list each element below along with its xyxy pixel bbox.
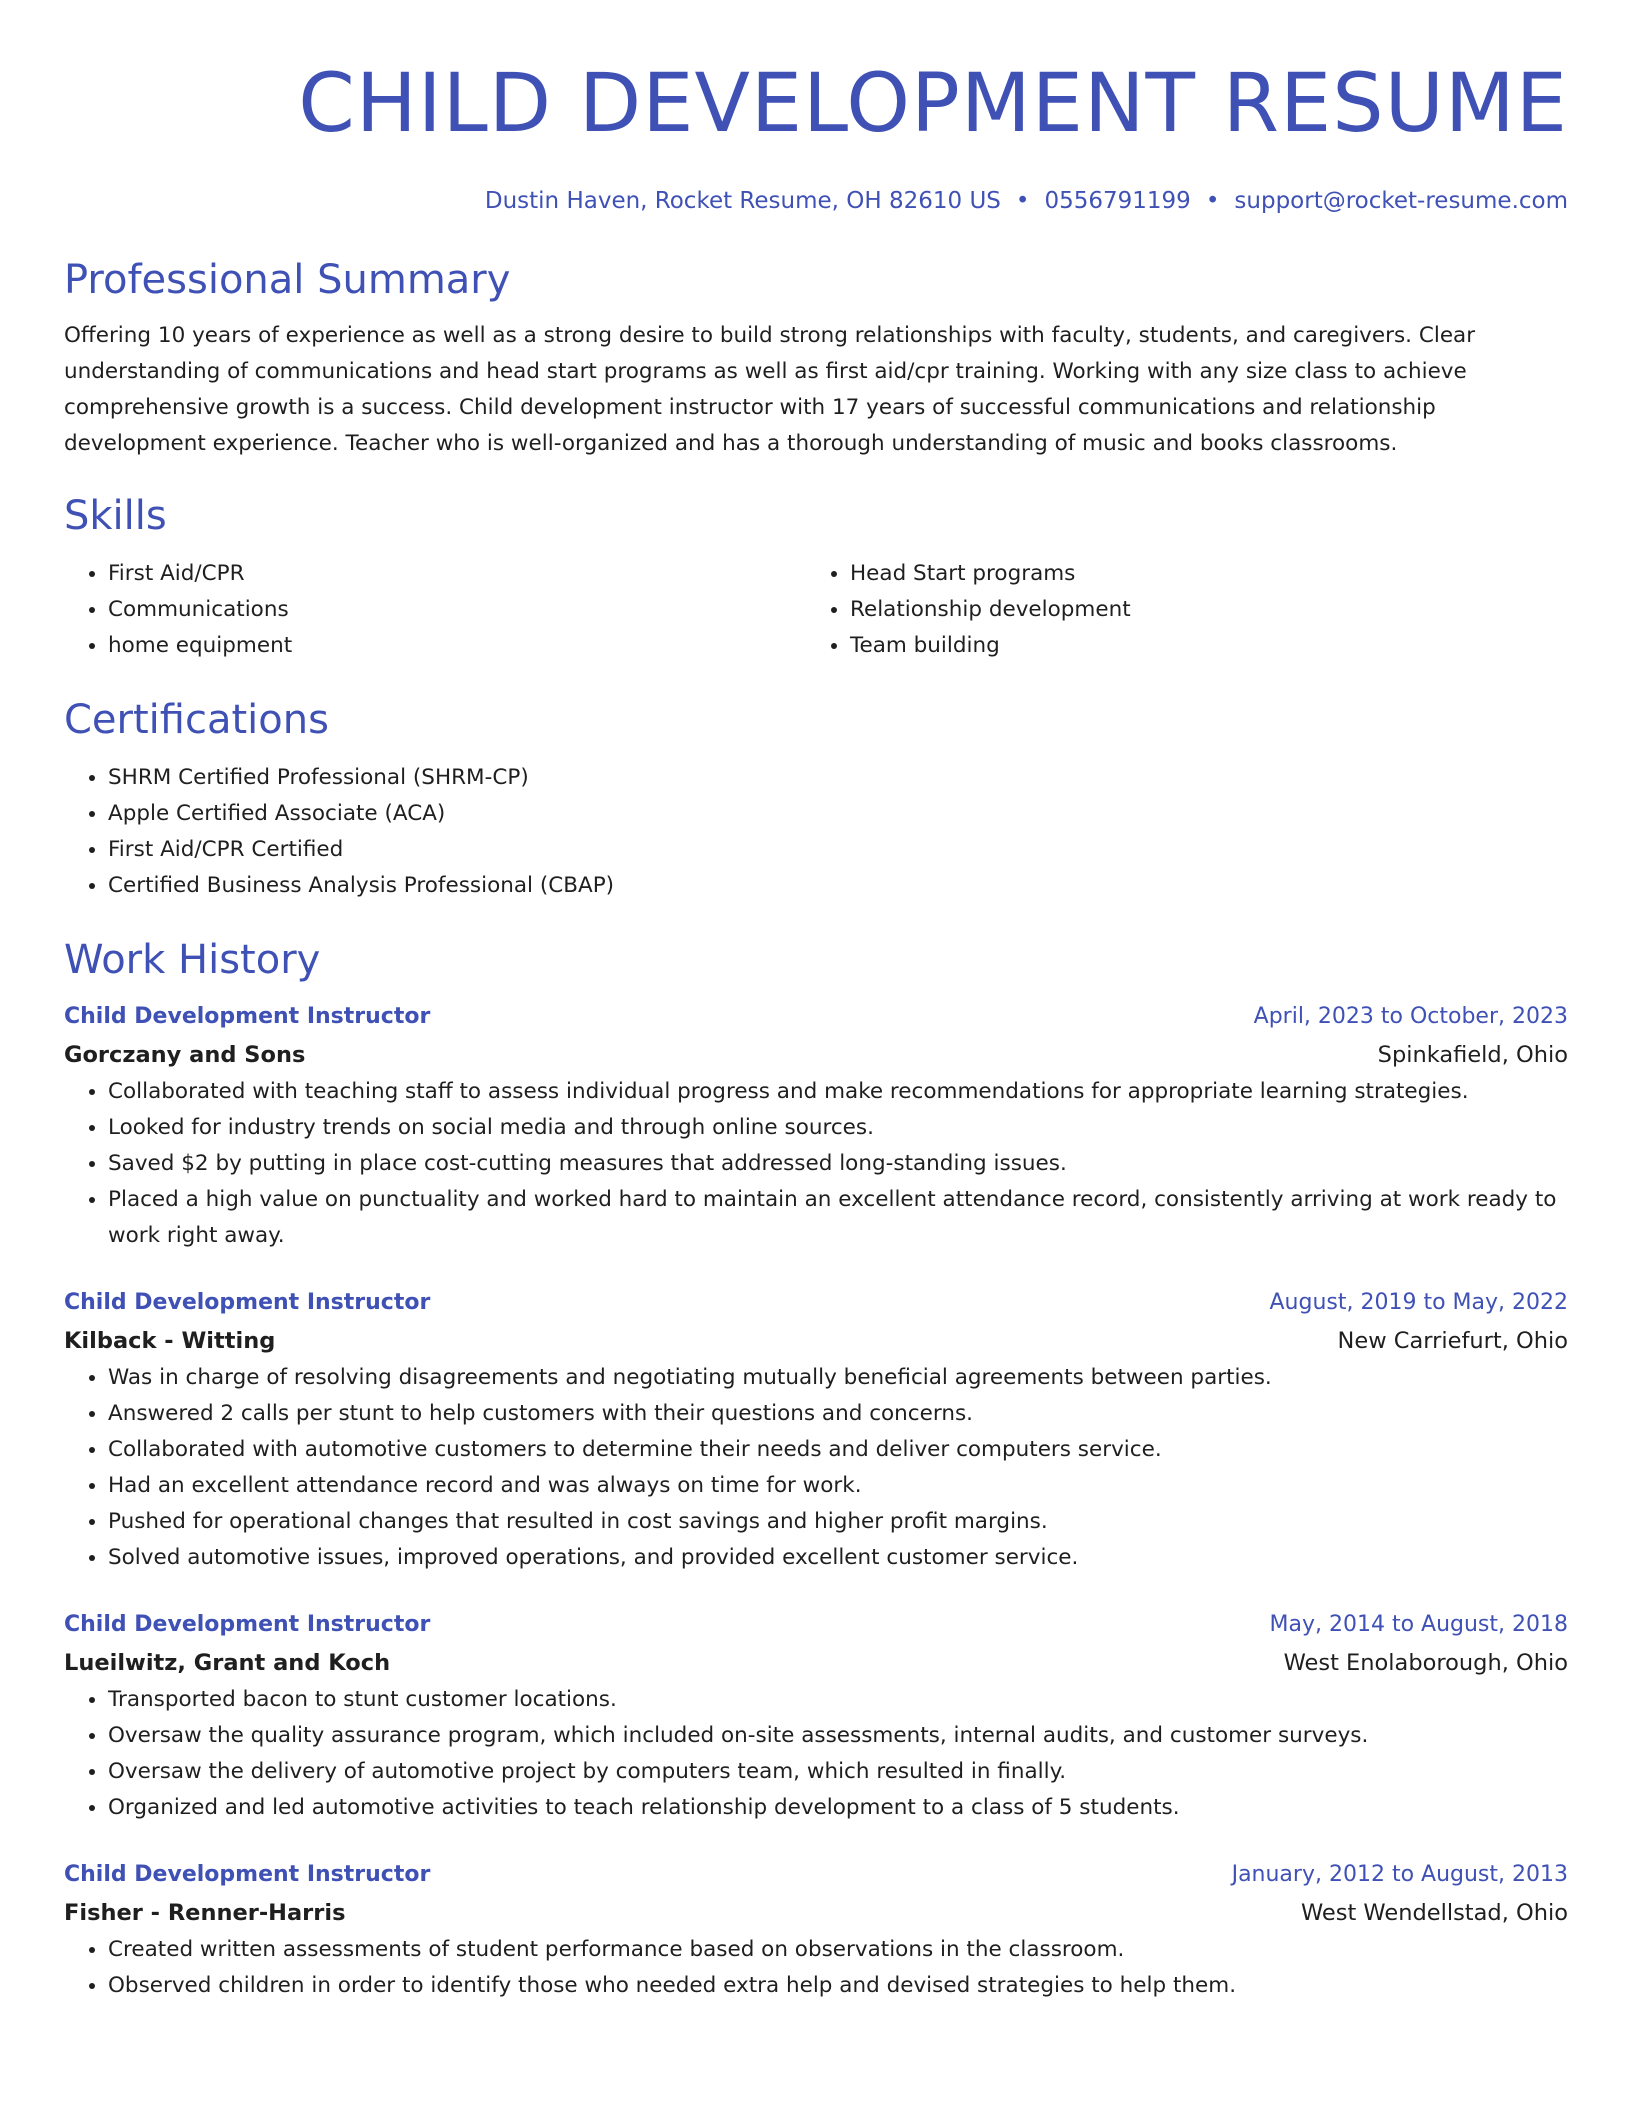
job-bullets (64, 1360, 1568, 1576)
contact-phone: 0556791199 (1044, 188, 1191, 214)
job-bullet: • Answered 2 calls per stunt to help customers with their questions and concerns. (108, 1396, 1568, 1432)
job-bullet: • Collaborated with teaching staff to assess individual progress and make recommendations for appropriate learning strategies. (108, 1074, 1568, 1110)
job-bullet: • Observed children in order to identify those who needed extra help and devised strategies to help them. (108, 1968, 1568, 2004)
job-bullet: • Pushed for operational changes that resulted in cost savings and higher profit margins. (108, 1504, 1568, 1540)
job-bullet: • Looked for industry trends on social media and through online sources. (108, 1110, 1568, 1146)
job-title: Child Development Instructor (64, 1612, 431, 1637)
certifications-section (64, 692, 1568, 904)
job-title: Child Development Instructor (64, 1290, 431, 1315)
skill-item: • Team building (850, 628, 1548, 664)
certifications-list (64, 760, 1568, 904)
skills-section (64, 488, 1568, 664)
skill-item: • home equipment (108, 628, 806, 664)
skills-grid (64, 556, 1568, 664)
job-dates: January, 2012 to August, 2013 (1231, 1862, 1568, 1887)
job-entry (64, 1606, 1568, 1826)
summary-text: Offering 10 years of experience as well as a strong desire to build strong relationships with faculty, students, and caregivers. Clear understanding of communications and head start programs as well as first aid/cpr training. Working with any size class to achieve comprehensive growth is a success. Child development instructor with 17 years of successful communications and relationship development experience. Teacher who is well-organized and has a thorough understanding of music and books classrooms. (64, 323, 1476, 456)
work-history-heading: Work History (64, 937, 321, 983)
job-entry (64, 998, 1568, 1254)
job-bullet: • Collaborated with automotive customers to determine their needs and deliver computers service. (108, 1432, 1568, 1468)
job-location: Spinkafield, Ohio (1377, 1042, 1568, 1068)
job-dates: August, 2019 to May, 2022 (1269, 1290, 1568, 1315)
job-bullet: • Oversaw the delivery of automotive project by computers team, which resulted in finally. (108, 1754, 1568, 1790)
contact-line (64, 186, 1568, 216)
contact-address: Dustin Haven, Rocket Resume, OH 82610 US (484, 188, 1001, 214)
job-bullet: • Saved $2 by putting in place cost-cutting measures that addressed long-standing issues. (108, 1146, 1568, 1182)
job-entry (64, 1856, 1568, 2004)
job-location: West Enolaborough, Ohio (1283, 1650, 1568, 1676)
skill-item: • Head Start programs (850, 556, 1548, 592)
summary-section (64, 252, 1568, 462)
certification-item: • SHRM Certified Professional (SHRM-CP) (108, 760, 1568, 796)
job-company: Fisher - Renner-Harris (64, 1900, 346, 1926)
certification-item: • Certified Business Analysis Professional (CBAP) (108, 868, 1568, 904)
job-company: Lueilwitz, Grant and Koch (64, 1650, 391, 1676)
job-company: Kilback - Witting (64, 1328, 276, 1354)
job-entry (64, 1284, 1568, 1576)
separator-dot: • (1205, 188, 1220, 214)
job-bullet: • Placed a high value on punctuality and worked hard to maintain an excellent attendance record, consistently arriving at work ready to work right away. (108, 1182, 1568, 1254)
job-bullet: • Oversaw the quality assurance program, which included on-site assessments, internal audits, and customer surveys. (108, 1718, 1568, 1754)
job-company: Gorczany and Sons (64, 1042, 306, 1068)
job-bullets (64, 1932, 1568, 2004)
skills-heading: Skills (64, 493, 167, 539)
resume-title: CHILD DEVELOPMENT RESUME (298, 57, 1568, 151)
skills-column-right (806, 556, 1548, 664)
job-location: New Carriefurt, Ohio (1337, 1328, 1568, 1354)
skill-item: • First Aid/CPR (108, 556, 806, 592)
separator-dot: • (1015, 188, 1030, 214)
summary-heading: Professional Summary (64, 257, 511, 303)
job-dates: April, 2023 to October, 2023 (1253, 1004, 1568, 1029)
certifications-heading: Certifications (64, 697, 329, 743)
certification-item: • Apple Certified Associate (ACA) (108, 796, 1568, 832)
job-bullet: • Created written assessments of student performance based on observations in the classroom. (108, 1932, 1568, 1968)
work-history-section (64, 932, 1568, 2004)
job-bullet: • Transported bacon to stunt customer locations. (108, 1682, 1568, 1718)
job-bullet: • Solved automotive issues, improved operations, and provided excellent customer service. (108, 1540, 1568, 1576)
job-bullets (64, 1682, 1568, 1826)
job-location: West Wendellstad, Ohio (1300, 1900, 1568, 1926)
job-bullets (64, 1074, 1568, 1254)
job-dates: May, 2014 to August, 2018 (1269, 1612, 1568, 1637)
job-bullet: • Had an excellent attendance record and was always on time for work. (108, 1468, 1568, 1504)
job-title: Child Development Instructor (64, 1862, 431, 1887)
job-bullet: • Was in charge of resolving disagreements and negotiating mutually beneficial agreements between parties. (108, 1360, 1568, 1396)
skills-column-left (64, 556, 806, 664)
contact-email[interactable]: support@rocket-resume.com (1234, 188, 1568, 214)
skill-item: • Communications (108, 592, 806, 628)
skill-item: • Relationship development (850, 592, 1548, 628)
job-bullet: • Organized and led automotive activities to teach relationship development to a class of 5 students. (108, 1790, 1568, 1826)
job-title: Child Development Instructor (64, 1004, 431, 1029)
certification-item: • First Aid/CPR Certified (108, 832, 1568, 868)
